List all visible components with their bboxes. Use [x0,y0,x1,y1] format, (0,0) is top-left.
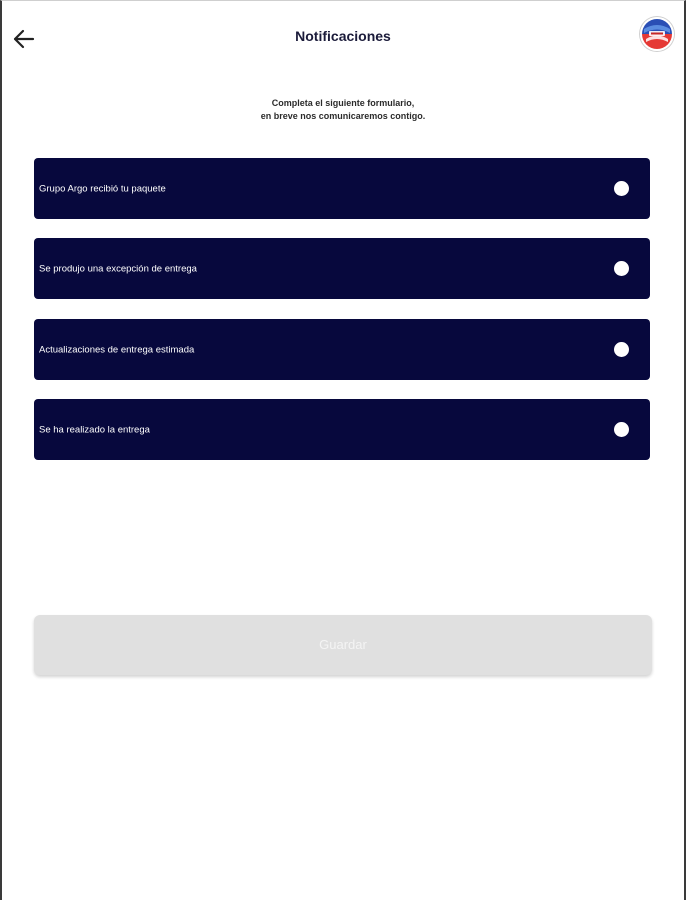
radio-button[interactable] [614,181,629,196]
option-package-received[interactable] [34,158,650,219]
option-label: Se produjo una excepción de entrega [39,263,197,274]
save-button[interactable]: Guardar [34,615,652,675]
brand-logo-avatar-icon [640,17,674,51]
radio-button[interactable] [614,342,629,357]
option-label: Se ha realizado la entrega [39,424,150,435]
option-delivery-exception[interactable] [34,238,650,299]
top-bar [2,1,684,73]
radio-button[interactable] [614,422,629,437]
option-delivered[interactable] [34,399,650,460]
notification-options-list [34,158,650,479]
avatar[interactable] [640,17,674,51]
instructions-line-2: en breve nos comunicaremos contigo. [260,111,426,121]
page-title: Notificaciones [295,28,391,44]
option-label: Actualizaciones de entrega estimada [39,344,195,355]
option-label: Grupo Argo recibió tu paquete [39,183,166,194]
form-instructions [2,97,684,123]
option-estimated-delivery-updates[interactable] [34,319,650,380]
instructions-line-1: Completa el siguiente formulario, [271,98,415,108]
radio-button[interactable] [614,261,629,276]
